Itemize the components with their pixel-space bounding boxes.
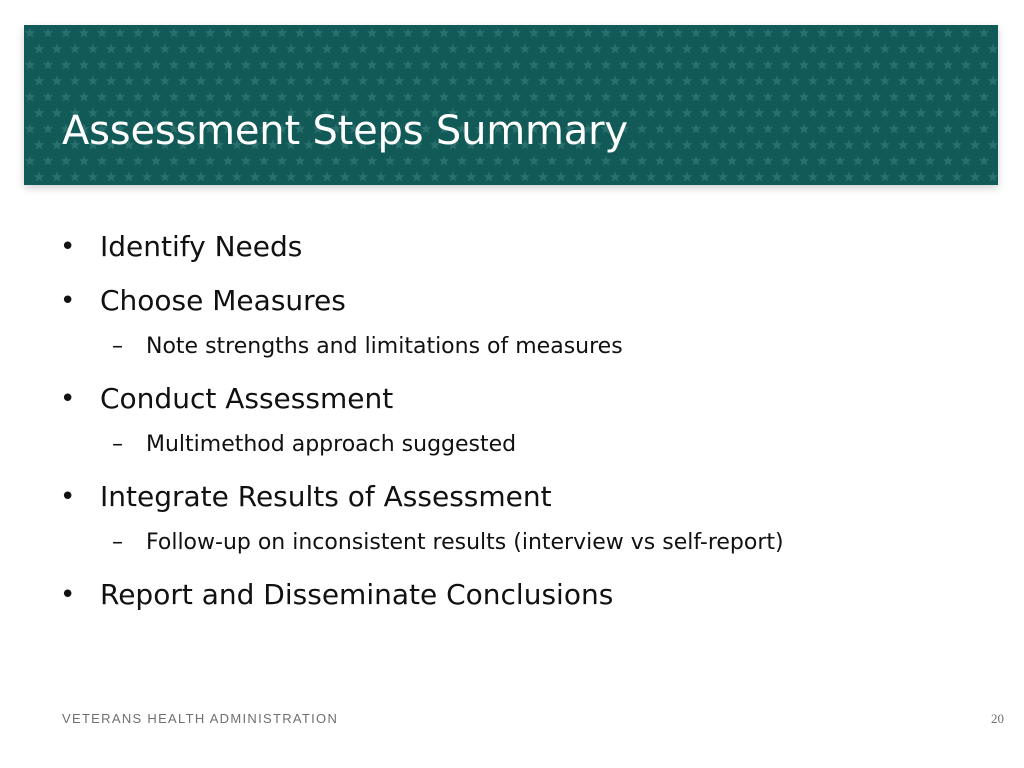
sub-bullet-item (60, 324, 980, 376)
bullet-list (60, 224, 980, 626)
bullet-text: Report and Disseminate Conclusions (100, 578, 614, 611)
bullet-item (60, 224, 980, 278)
star-pattern-icon (24, 25, 998, 185)
bullet-dot-icon: • (60, 232, 76, 262)
bullet-dot-icon: • (60, 580, 76, 610)
bullet-text: Conduct Assessment (100, 382, 394, 415)
bullet-text: Integrate Results of Assessment (100, 480, 552, 513)
dash-icon: – (112, 432, 123, 457)
sub-bullet-text: Multimethod approach suggested (146, 432, 517, 457)
page-number: 20 (991, 711, 1004, 726)
bullet-item (60, 572, 980, 626)
sub-bullet-item (60, 422, 980, 474)
sub-bullet-text: Note strengths and limitations of measures (146, 334, 623, 359)
bullet-dot-icon: • (60, 384, 76, 414)
bullet-dot-icon: • (60, 286, 76, 316)
title-banner (24, 25, 998, 185)
dash-icon: – (112, 530, 123, 555)
slide-title: Assessment Steps Summary (62, 108, 628, 154)
footer-organization: VETERANS HEALTH ADMINISTRATION (62, 711, 339, 726)
bullet-text: Choose Measures (100, 284, 346, 317)
bullet-dot-icon: • (60, 482, 76, 512)
dash-icon: – (112, 334, 123, 359)
sub-bullet-item (60, 520, 980, 572)
sub-bullet-text: Follow-up on inconsistent results (interview vs self-report) (146, 530, 784, 555)
bullet-text: Identify Needs (100, 230, 303, 263)
